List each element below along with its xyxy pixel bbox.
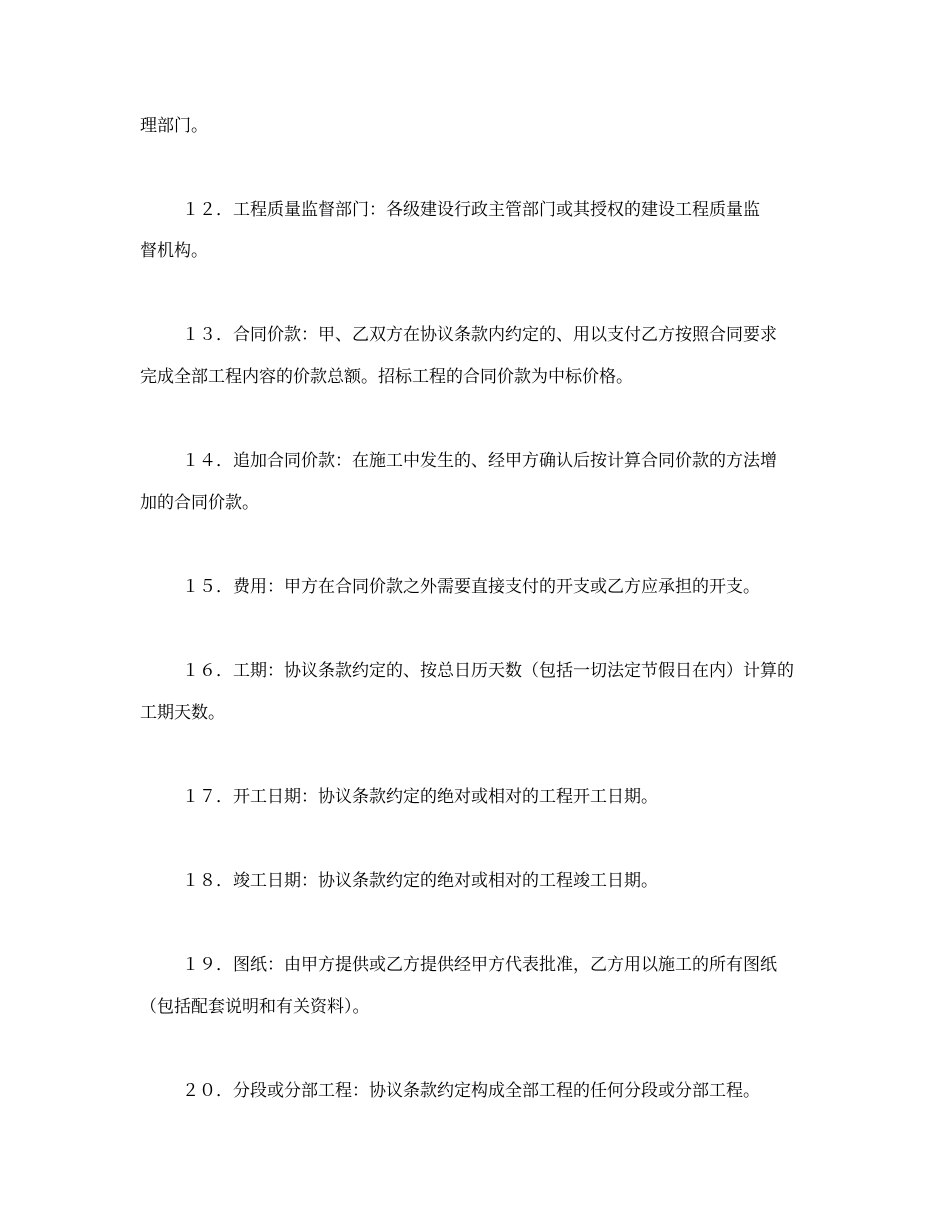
clause-12-line-2: 督机构。 [140, 241, 208, 261]
clause-11-end: 理部门。 [140, 116, 208, 136]
clause-13-line-1: １３．合同价款：甲、乙双方在协议条款内约定的、用以支付乙方按照合同要求 [182, 325, 777, 345]
clause-14-line-2: 加的合同价款。 [140, 493, 259, 513]
clause-13-line-2: 完成全部工程内容的价款总额。招标工程的合同价款为中标价格。 [140, 367, 633, 387]
clause-18-line-1: １８．竣工日期：协议条款约定的绝对或相对的工程竣工日期。 [182, 871, 658, 891]
clause-16-line-2: 工期天数。 [140, 703, 225, 723]
clause-12-line-1: １２．工程质量监督部门：各级建设行政主管部门或其授权的建设工程质量监 [182, 200, 760, 220]
clause-17-line-1: １７．开工日期：协议条款约定的绝对或相对的工程开工日期。 [182, 787, 658, 807]
clause-15-line-1: １５．费用：甲方在合同价款之外需要直接支付的开支或乙方应承担的开支。 [182, 577, 760, 597]
clause-16-line-1: １６．工期：协议条款约定的、按总日历天数（包括一切法定节假日在内）计算的 [182, 661, 794, 681]
clause-20-line-1: ２０．分段或分部工程：协议条款约定构成全部工程的任何分段或分部工程。 [182, 1081, 760, 1101]
clause-19-line-1: １９．图纸：由甲方提供或乙方提供经甲方代表批准，乙方用以施工的所有图纸 [182, 955, 777, 975]
clause-19-line-2: （包括配套说明和有关资料）。 [140, 997, 370, 1017]
clause-14-line-1: １４．追加合同价款：在施工中发生的、经甲方确认后按计算合同价款的方法增 [182, 451, 777, 471]
